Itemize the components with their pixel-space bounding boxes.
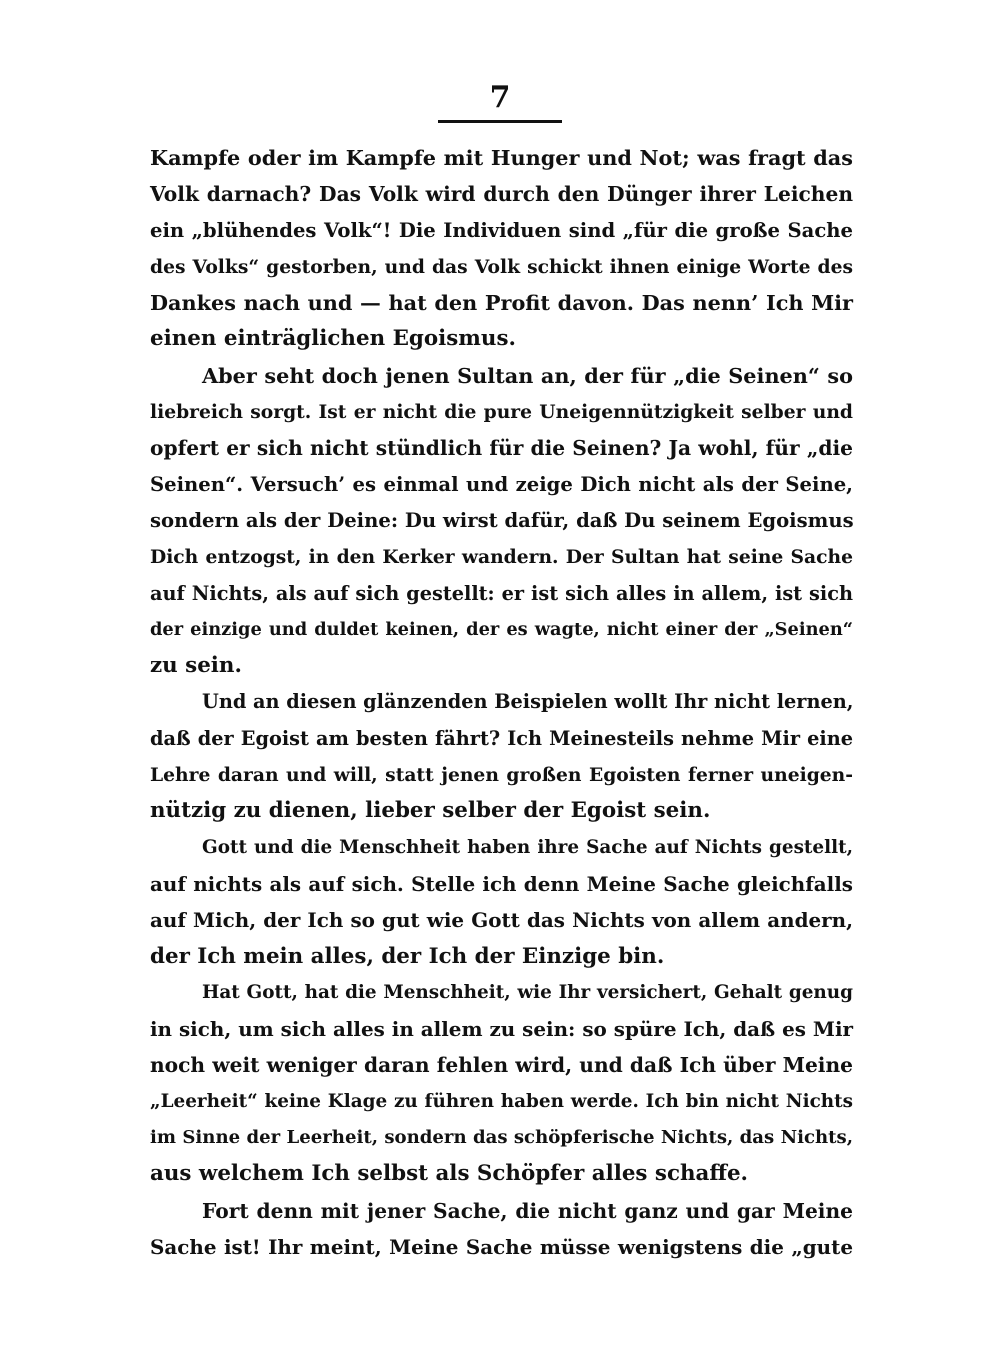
paragraph xyxy=(150,830,853,975)
text-line: liebreich sorgt. Ist er nicht die pure Uneigennützigkeit selber und xyxy=(150,401,853,424)
text-line: noch weit weniger daran fehlen wird, und daß Ich über Meine xyxy=(150,1053,853,1078)
text-line: Gott und die Menschheit haben ihre Sache auf Nichts gestellt, xyxy=(202,836,853,858)
text-line: Dich entzogst, in den Kerker wandern. Der Sultan hat seine Sache xyxy=(150,546,853,569)
text-line: auf Mich, der Ich so gut wie Gott das Nichts von allem andern, xyxy=(150,908,853,933)
text-line: der Ich mein alles, der Ich der Einzige bin. xyxy=(150,943,665,969)
text-line: Hat Gott, hat die Menschheit, wie Ihr versichert, Gehalt genug xyxy=(202,981,853,1003)
paragraph xyxy=(150,358,853,685)
page-number: 7 xyxy=(489,80,511,115)
text-line: Aber seht doch jenen Sultan an, der für „die Seinen“ so xyxy=(202,362,853,388)
text-line: „Leerheit“ keine Klage zu führen haben werde. Ich bin nicht Nichts xyxy=(150,1090,853,1112)
paragraph xyxy=(150,684,853,829)
text-line: einen einträglichen Egoismus. xyxy=(150,326,516,352)
text-line: der einzige und duldet keinen, der es wagte, nicht einer der „Seinen“ xyxy=(150,618,853,640)
text-line: aus welchem Ich selbst als Schöpfer alles schaffe. xyxy=(150,1161,749,1187)
paragraph xyxy=(150,975,853,1193)
text-line: im Sinne der Leerheit, sondern das schöpferische Nichts, das Nichts, xyxy=(150,1127,853,1149)
text-line: zu sein. xyxy=(150,653,242,679)
text-line: Kampfe oder im Kampfe mit Hunger und Not; was fragt das xyxy=(150,145,853,170)
text-line: des Volks“ gestorben, und das Volk schickt ihnen einige Worte des xyxy=(150,255,853,278)
paragraph xyxy=(150,1193,853,1266)
text-line: ein „blühendes Volk“! Die Individuen sind „für die große Sache xyxy=(150,218,853,242)
text-line: auf nichts als auf sich. Stelle ich denn Meine Sache gleichfalls xyxy=(150,871,853,896)
text-line: Sache ist! Ihr meint, Meine Sache müsse wenigstens die „gute xyxy=(150,1234,853,1259)
text-line: Volk darnach? Das Volk wird durch den Dünger ihrer Leichen xyxy=(150,182,853,207)
text-line: in sich, um sich alles in allem zu sein: so spüre Ich, daß es Mir xyxy=(150,1017,853,1042)
header-rule xyxy=(438,120,562,123)
paragraph xyxy=(150,140,853,358)
text-line: Fort denn mit jener Sache, die nicht ganz und gar Meine xyxy=(202,1198,853,1223)
body-text xyxy=(150,140,853,1265)
text-line: opfert er sich nicht stündlich für die Seinen? Ja wohl, für „die xyxy=(150,436,853,461)
text-line: auf Nichts, als auf sich gestellt: er ist sich alles in allem, ist sich xyxy=(150,581,853,605)
text-line: nützig zu dienen, lieber selber der Egoist sein. xyxy=(150,798,711,824)
text-line: daß der Egoist am besten fährt? Ich Meinesteils nehme Mir eine xyxy=(150,726,853,750)
text-line: sondern als der Deine: Du wirst dafür, daß Du seinem Egoismus xyxy=(150,508,854,532)
text-line: Lehre daran und will, statt jenen großen Egoisten ferner uneigen- xyxy=(150,764,853,787)
text-line: Und an diesen glänzenden Beispielen wollt Ihr nicht lernen, xyxy=(202,690,854,714)
text-line: Seinen“. Versuch’ es einmal und zeige Dich nicht als der Seine, xyxy=(150,472,853,496)
text-line: Dankes nach und — hat den Profit davon. Das nenn’ Ich Mir xyxy=(150,290,853,316)
